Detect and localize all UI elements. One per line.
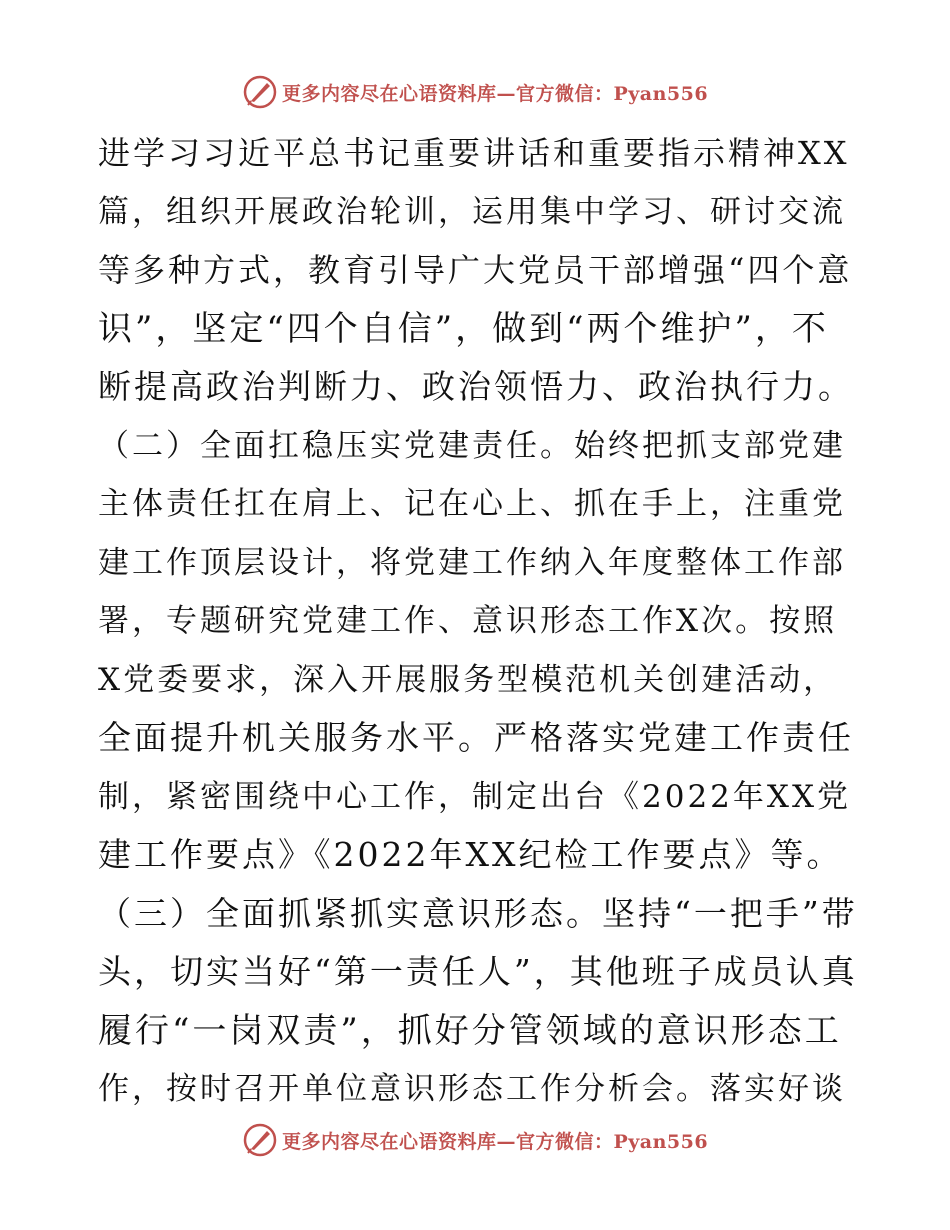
text-line: 建工作要点》《2022年XX纪检工作要点》等。 (98, 835, 843, 874)
document-body (98, 124, 858, 1119)
text-line: 制，紧密围绕中心工作，制定出台《2022年XX党 (98, 778, 852, 815)
text-line: 识”，坚定“四个自信”，做到“两个维护”，不 (98, 308, 829, 349)
header-watermark (0, 72, 950, 112)
text-line: 建工作顶层设计，将党建工作纳入年度整体工作部 (98, 544, 846, 581)
text-line: 履行“一岗双责”，抓好分管领域的意识形态工 (98, 1010, 842, 1051)
text-line: 作，按时召开单位意识形态工作分析会。落实好谈 (98, 1071, 846, 1107)
text-line: 全面提升机关服务水平。严格落实党建工作责任 (98, 718, 854, 757)
text-line: 主体责任扛在肩上、记在心上、抓在手上，注重党 (98, 486, 846, 522)
quill-logo-icon (242, 1122, 278, 1158)
text-line: X党委要求，深入开展服务型模范机关创建活动， (98, 661, 838, 698)
watermark-text: 更多内容尽在心语资料库—官方微信：Pyan556 (281, 82, 709, 105)
text-line: 篇，组织开展政治轮训，运用集中学习、研讨交流 (98, 193, 846, 230)
text-line: 进学习习近平总书记重要讲话和重要指示精神XX (98, 134, 850, 172)
section-heading-line: （三）全面抓紧抓实意识形态。坚持“一把手”带 (98, 893, 858, 933)
quill-logo-icon (242, 74, 278, 110)
text-line: 等多种方式，教育引导广大党员干部增强“四个意 (98, 251, 853, 289)
text-line: 头，切实当好“第一责任人”，其他班子成员认真 (98, 952, 858, 991)
section-heading-line: （二）全面扛稳压实党建责任。始终把抓支部党建 (98, 427, 846, 464)
text-line: 断提高政治判断力、政治领悟力、政治执行力。 (98, 367, 854, 406)
watermark-text: 更多内容尽在心语资料库—官方微信：Pyan556 (281, 1130, 709, 1153)
footer-watermark (0, 1120, 950, 1160)
text-line: 署，专题研究党建工作、意识形态工作X次。按照 (98, 603, 838, 639)
